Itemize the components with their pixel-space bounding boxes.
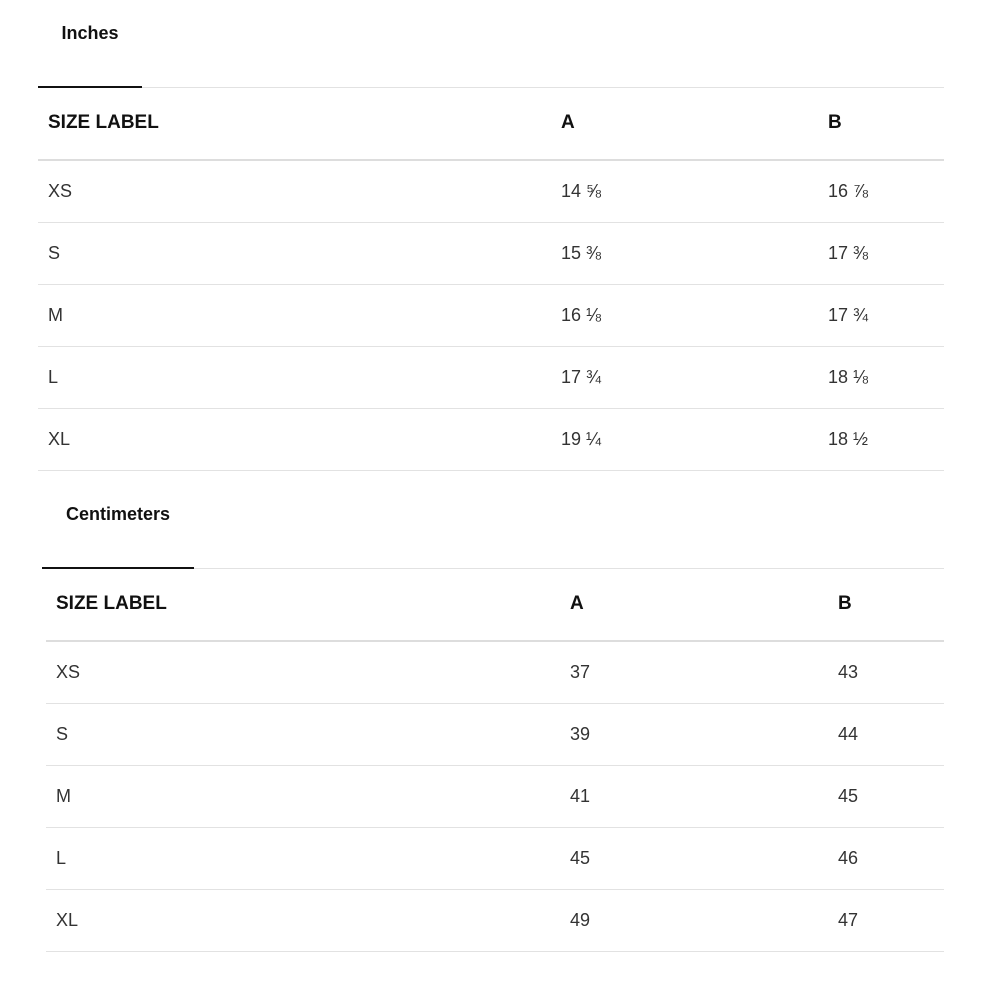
cell-a: 39 (560, 703, 828, 765)
cell-size: S (38, 222, 551, 284)
inches-tabbar (38, 0, 944, 88)
table-row (46, 641, 944, 703)
cell-b: 45 (828, 765, 944, 827)
table-row (38, 284, 944, 346)
tab-centimeters-label: Centimeters (65, 504, 171, 524)
tab-centimeters[interactable] (42, 482, 194, 569)
table-row (38, 346, 944, 408)
tab-inches-label: Inches (61, 23, 119, 43)
inches-size-table (38, 87, 944, 471)
cell-b: 18 ½ (818, 408, 944, 470)
header-a: A (560, 568, 828, 641)
cell-a: 16 ⅛ (551, 284, 818, 346)
cell-b: 46 (828, 827, 944, 889)
table-row (38, 160, 944, 222)
cell-b: 17 ¾ (818, 284, 944, 346)
cell-a: 49 (560, 889, 828, 951)
table-row (46, 703, 944, 765)
header-b: B (828, 568, 944, 641)
table-header-row (38, 87, 944, 160)
cell-b: 18 ⅛ (818, 346, 944, 408)
cell-b: 16 ⅞ (818, 160, 944, 222)
cell-b: 47 (828, 889, 944, 951)
cell-b: 43 (828, 641, 944, 703)
cell-size: M (46, 765, 560, 827)
table-row (46, 889, 944, 951)
cell-size: XL (38, 408, 551, 470)
table-row (46, 827, 944, 889)
table-header-row (46, 568, 944, 641)
cell-a: 17 ¾ (551, 346, 818, 408)
table-row (46, 765, 944, 827)
tab-inches[interactable] (38, 1, 142, 88)
table-row (38, 408, 944, 470)
cell-size: L (46, 827, 560, 889)
cell-size: L (38, 346, 551, 408)
centimeters-tabbar (42, 481, 944, 569)
cell-size: XS (38, 160, 551, 222)
cell-b: 17 ⅜ (818, 222, 944, 284)
header-size-label: SIZE LABEL (46, 568, 560, 641)
cell-size: S (46, 703, 560, 765)
cell-a: 19 ¼ (551, 408, 818, 470)
header-b: B (818, 87, 944, 160)
cell-a: 45 (560, 827, 828, 889)
cell-a: 14 ⅝ (551, 160, 818, 222)
cell-b: 44 (828, 703, 944, 765)
header-a: A (551, 87, 818, 160)
cell-a: 41 (560, 765, 828, 827)
header-size-label: SIZE LABEL (38, 87, 551, 160)
cell-a: 37 (560, 641, 828, 703)
cell-size: XS (46, 641, 560, 703)
cell-size: M (38, 284, 551, 346)
table-row (38, 222, 944, 284)
cell-a: 15 ⅜ (551, 222, 818, 284)
centimeters-size-table (46, 568, 944, 952)
cell-size: XL (46, 889, 560, 951)
